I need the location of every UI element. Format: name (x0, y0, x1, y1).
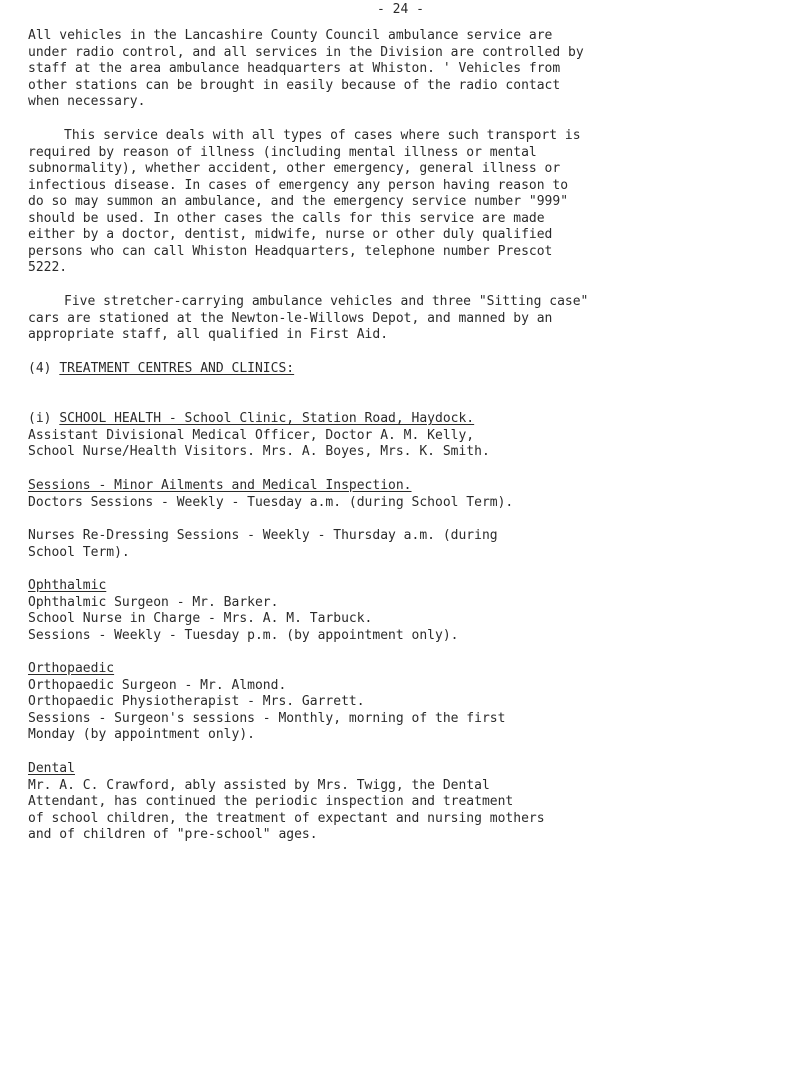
text-line: do so may summon an ambulance, and the emergency service number "999" (28, 194, 569, 209)
sessions-block (28, 478, 788, 511)
text-line: School Nurse in Charge - Mrs. A. M. Tarbuck. (28, 611, 373, 626)
text-line: Ophthalmic Surgeon - Mr. Barker. (28, 594, 279, 610)
orthopaedic-block (28, 661, 788, 744)
text-line: Monday (by appointment only). (28, 727, 255, 742)
text-line: Assistant Divisional Medical Officer, Doctor A. M. Kelly, (28, 427, 475, 443)
orthopaedic-heading: Orthopaedic (28, 661, 115, 676)
text-line: Sessions - Surgeon's sessions - Monthly, morning of the first (28, 710, 506, 726)
text-line: Sessions - Weekly - Tuesday p.m. (by appointment only). (28, 627, 459, 643)
text-line: Orthopaedic Surgeon - Mr. Almond. (28, 677, 287, 693)
text-line: under radio control, and all services in the Division are controlled by (28, 44, 584, 60)
service-paragraph (28, 128, 788, 277)
text-line: School Nurse/Health Visitors. Mrs. A. Boyes, Mrs. K. Smith. (28, 444, 490, 459)
text-line: Attendant, has continued the periodic inspection and treatment (28, 794, 514, 809)
text-line: and of children of "pre-school" ages. (28, 827, 318, 842)
text-line: subnormality), whether accident, other emergency, general illness or (28, 161, 561, 176)
text-line: either by a doctor, dentist, midwife, nurse or other duly qualified (28, 227, 553, 242)
text-line (28, 128, 788, 145)
text-line: All vehicles in the Lancashire County Council ambulance service are (28, 28, 553, 43)
text-line: appropriate staff, all qualified in First Aid. (28, 327, 389, 342)
ophthalmic-heading: Ophthalmic (28, 578, 107, 593)
text-line: Mr. A. C. Crawford, ably assisted by Mrs. Twigg, the Dental (28, 777, 490, 793)
text-line: infectious disease. In cases of emergency any person having reason to (28, 177, 569, 193)
school-health-block (28, 411, 788, 461)
text-line: when necessary. (28, 94, 146, 109)
text-line: persons who can call Whiston Headquarters, telephone number Prescot (28, 243, 553, 259)
text-line: of school children, the treatment of expectant and nursing mothers (28, 810, 545, 826)
page-number: - 24 - (377, 2, 424, 17)
section-heading (28, 361, 788, 378)
text-line-content: This service deals with all types of cases where such transport is (64, 128, 581, 143)
sessions-heading: Sessions - Minor Ailments and Medical Inspection. (28, 478, 412, 493)
nurses-sessions-block (28, 528, 788, 561)
text-line: School Term). (28, 544, 130, 560)
text-line: required by reason of illness (including mental illness or mental (28, 144, 537, 160)
subsection-number: (i) (28, 411, 52, 426)
ophthalmic-block (28, 578, 788, 644)
text-line (28, 294, 788, 311)
text-line: Nurses Re-Dressing Sessions - Weekly - Thursday a.m. (during (28, 528, 498, 543)
vehicles-paragraph (28, 294, 788, 344)
section-title: TREATMENT CENTRES AND CLINICS: (59, 361, 295, 376)
text-line: 5222. (28, 260, 68, 275)
intro-paragraph (28, 28, 788, 111)
text-line-content: Five stretcher-carrying ambulance vehicles and three "Sitting case" (64, 294, 589, 309)
text-line: cars are stationed at the Newton-le-Willows Depot, and manned by an (28, 310, 553, 326)
dental-heading: Dental (28, 761, 75, 776)
school-health-heading: SCHOOL HEALTH - School Clinic, Station Road, Haydock. (59, 411, 475, 426)
dental-block (28, 761, 788, 844)
text-line: Doctors Sessions - Weekly - Tuesday a.m. (during School Term). (28, 494, 514, 510)
text-line: should be used. In other cases the calls for this service are made (28, 210, 545, 226)
text-line: staff at the area ambulance headquarters at Whiston. ' Vehicles from (28, 61, 561, 76)
section-number: (4) (28, 361, 52, 376)
text-line: Orthopaedic Physiotherapist - Mrs. Garrett. (28, 694, 365, 709)
text-line: other stations can be brought in easily because of the radio contact (28, 77, 561, 93)
